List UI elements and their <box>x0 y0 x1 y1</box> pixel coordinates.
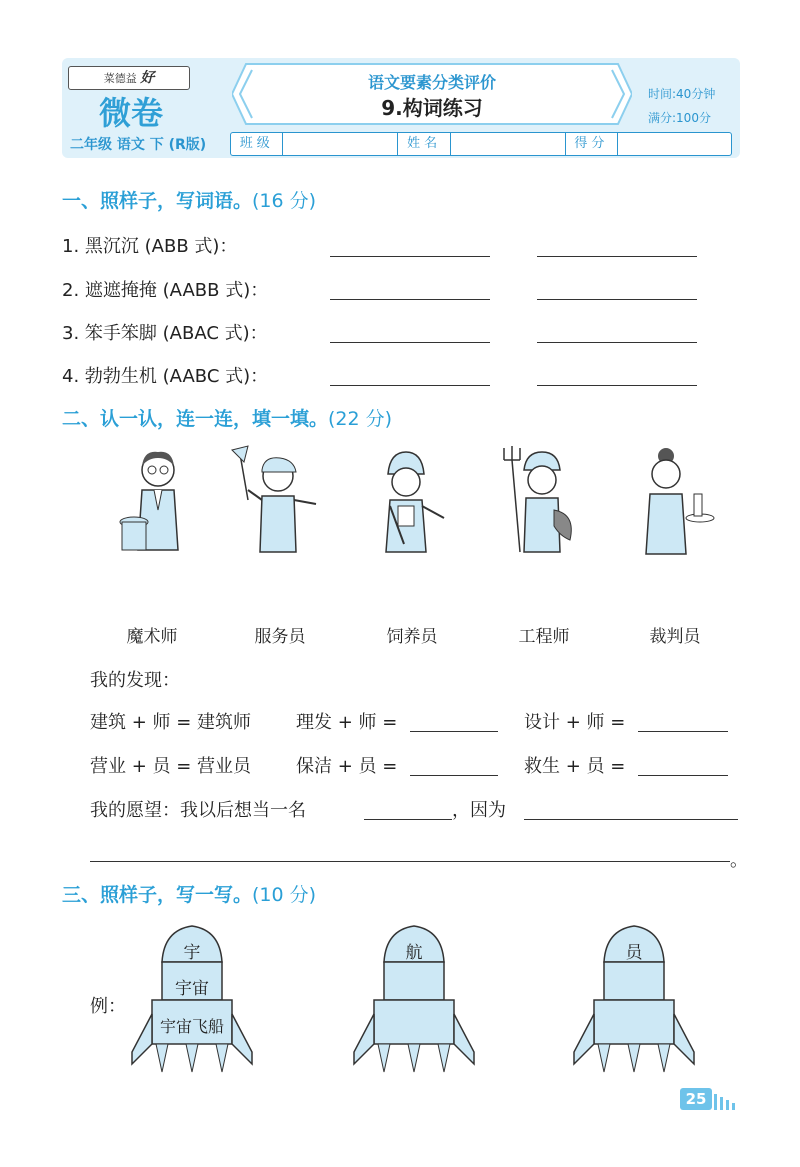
section3-points: (10 分) <box>252 884 317 906</box>
occupation-label: 工程师 <box>518 627 570 647</box>
formula-question: 理发 + 师 = <box>296 712 398 733</box>
rocket-mid-blank[interactable] <box>606 964 662 998</box>
grade-label: 二年级 语文 下 (R版) <box>70 137 207 153</box>
wish-label: 我的愿望：我以后想当一名 <box>90 800 306 821</box>
item-text: 笨手笨脚 (ABAC 式)： <box>84 323 268 344</box>
answer-blank[interactable] <box>638 775 728 776</box>
section1-item-2 <box>62 276 268 302</box>
item-number: 1. <box>62 236 80 257</box>
referee-figure <box>228 440 320 560</box>
answer-blank[interactable] <box>537 385 697 386</box>
time-info <box>648 82 715 130</box>
answer-blank[interactable] <box>537 299 697 300</box>
brand-name: 菜德益 <box>103 72 137 85</box>
section1-item-4 <box>62 362 268 388</box>
name-label: 姓名 <box>398 133 450 155</box>
item-number: 3. <box>62 323 80 344</box>
brand-logo <box>68 66 190 90</box>
example-formula: 营业 + 员 = 营业员 <box>90 756 252 777</box>
answer-blank[interactable] <box>410 775 498 776</box>
full-score: 满分:100分 <box>648 111 711 125</box>
rocket-top-char: 宇 <box>183 943 201 963</box>
formula-question: 救生 + 员 = <box>524 756 626 777</box>
section1-title-text: 一、照样子，写词语。 <box>62 190 253 212</box>
class-field[interactable] <box>283 133 398 155</box>
rocket-example <box>128 924 256 1084</box>
class-label: 班级 <box>231 133 283 155</box>
answer-blank[interactable] <box>537 256 697 257</box>
formula-question: 设计 + 师 = <box>524 712 626 733</box>
formula-question: 保洁 + 员 = <box>296 756 398 777</box>
score-field[interactable] <box>618 133 731 155</box>
answer-blank[interactable] <box>638 731 728 732</box>
occupation-label: 魔术师 <box>126 627 178 647</box>
score-label: 得分 <box>566 133 618 155</box>
item-text: 勃勃生机 (AABC 式)： <box>84 366 269 387</box>
occupation-label: 裁判员 <box>649 627 701 647</box>
example-formula: 建筑 + 师 = 建筑师 <box>90 712 252 733</box>
section1-title <box>62 186 316 213</box>
rocket-top-char: 员 <box>625 943 643 963</box>
occupation-label: 服务员 <box>254 627 306 647</box>
answer-blank[interactable] <box>330 342 490 343</box>
occupation-label: 饲养员 <box>386 627 438 647</box>
item-text: 遮遮掩掩 (AABB 式)： <box>84 280 269 301</box>
rocket-exercise <box>350 924 478 1084</box>
category-label: 语文要素分类评价 <box>367 73 496 92</box>
wish-reason-blank[interactable] <box>524 819 738 820</box>
rocket-bottom-blank[interactable] <box>596 1002 672 1042</box>
student-info-bar <box>230 132 732 156</box>
section3-title-text: 三、照样子，写一写。 <box>62 884 253 906</box>
rocket-mid-blank[interactable] <box>386 964 442 998</box>
rocket-mid-word: 宇宙 <box>175 979 209 999</box>
section1-item-1 <box>62 232 237 258</box>
answer-blank[interactable] <box>537 342 697 343</box>
item-number: 4. <box>62 366 80 387</box>
engineer-figure <box>360 440 452 560</box>
section2-points: (22 分) <box>328 408 393 430</box>
rocket-bottom-word: 宇宙飞船 <box>159 1017 224 1036</box>
discovery-label: 我的发现： <box>90 670 180 691</box>
because-label: ，因为 <box>452 800 506 821</box>
rocket-top-char: 航 <box>405 943 423 963</box>
answer-blank[interactable] <box>410 731 498 732</box>
period-mark: 。 <box>730 850 748 871</box>
section1-item-3 <box>62 319 268 345</box>
rocket-bottom-blank[interactable] <box>376 1002 452 1042</box>
name-field[interactable] <box>451 133 566 155</box>
answer-blank[interactable] <box>330 299 490 300</box>
section1-points: (16 分) <box>252 190 317 212</box>
time-limit: 时间:40分钟 <box>648 87 716 101</box>
example-label: 例： <box>90 996 126 1017</box>
wish-reason-blank-2[interactable] <box>90 861 730 862</box>
item-text: 黑沉沉 (ABB 式)： <box>84 236 238 257</box>
page-bars-icon <box>714 1092 740 1110</box>
answer-blank[interactable] <box>330 256 490 257</box>
brand-logo-mark: 好 <box>140 70 155 86</box>
section3-title <box>62 880 316 907</box>
section2-title <box>62 404 392 431</box>
rocket-exercise <box>570 924 698 1084</box>
worksheet-header <box>62 58 740 158</box>
magician-figure <box>112 440 204 560</box>
page-number: 25 <box>680 1088 712 1110</box>
waitress-figure <box>626 440 718 560</box>
item-number: 2. <box>62 280 80 301</box>
wish-job-blank[interactable] <box>364 819 452 820</box>
lesson-banner <box>232 62 632 122</box>
header-title: 微卷 <box>98 94 163 132</box>
farmer-figure <box>490 440 582 560</box>
section2-title-text: 二、认一认，连一连，填一填。 <box>62 408 329 430</box>
answer-blank[interactable] <box>330 385 490 386</box>
lesson-title: 9.构词练习 <box>381 96 483 120</box>
